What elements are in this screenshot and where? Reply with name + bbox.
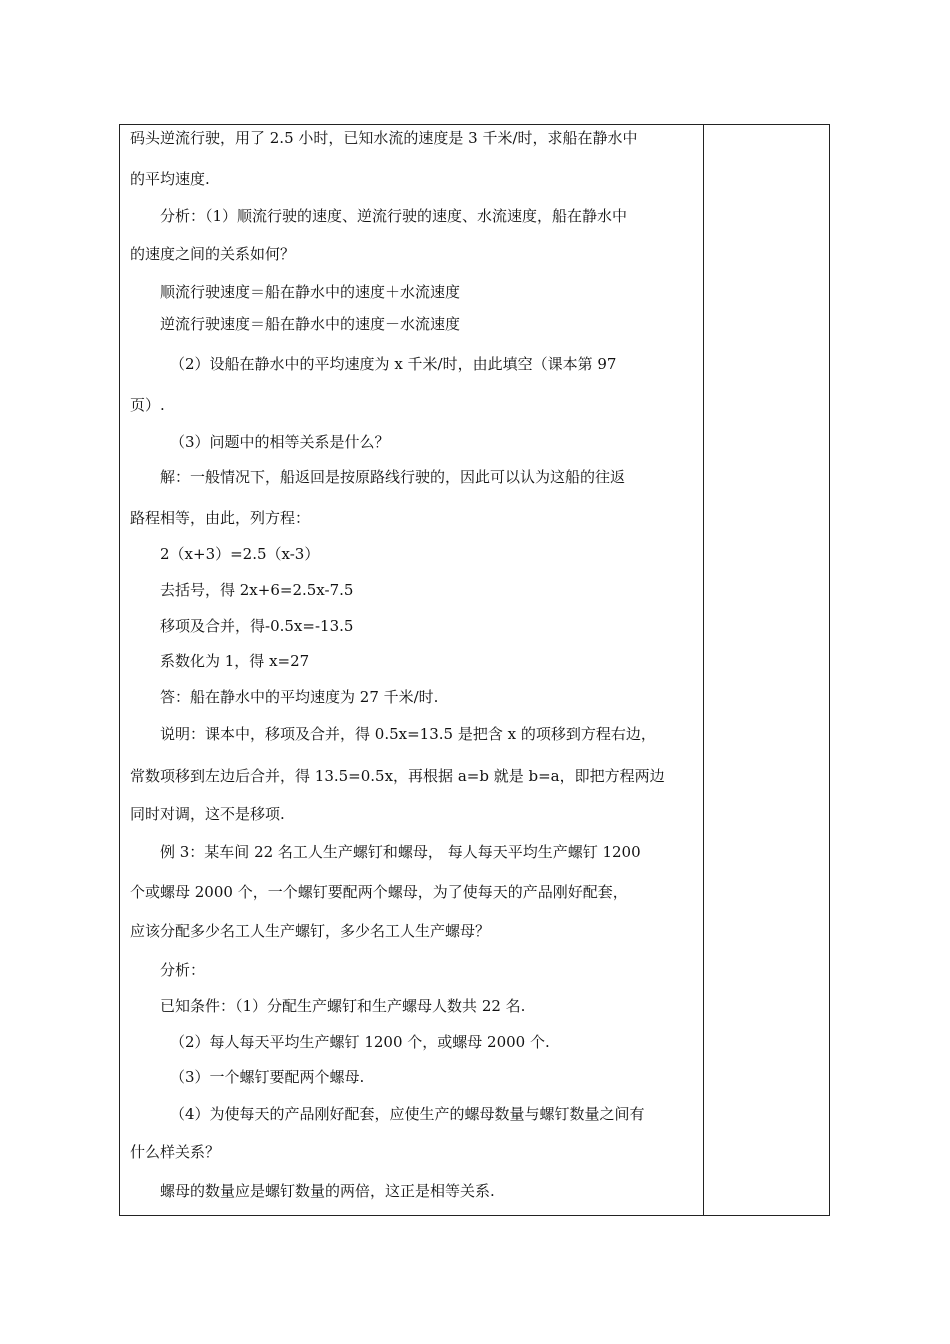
text-line: 同时对调，这不是移项.: [130, 805, 285, 823]
text-line: （2）设船在静水中的平均速度为 x 千米/时，由此填空（课本第 97: [170, 355, 617, 373]
text-line: 螺母的数量应是螺钉数量的两倍，这正是相等关系.: [160, 1182, 495, 1200]
text-line: 应该分配多少名工人生产螺钉，多少名工人生产螺母？: [130, 922, 491, 940]
text-line: 什么样关系？: [130, 1143, 221, 1161]
text-line: 逆流行驶速度＝船在静水中的速度－水流速度: [160, 315, 461, 333]
text-line: 解：一般情况下，船返回是按原路线行驶的，因此可以认为这船的往返: [160, 468, 626, 486]
text-line: 的速度之间的关系如何？: [130, 245, 296, 263]
text-line: 说明：课本中，移项及合并，得 0.5x=13.5 是把含 x 的项移到方程右边，: [160, 725, 656, 743]
text-line: 分析：（1）顺流行驶的速度、逆流行驶的速度、水流速度，船在静水中: [160, 207, 628, 225]
text-line: 路程相等，由此，列方程：: [130, 509, 311, 527]
text-line: 个或螺母 2000 个，一个螺钉要配两个螺母，为了使每天的产品刚好配套，: [130, 883, 628, 901]
text-line: （3）一个螺钉要配两个螺母.: [170, 1068, 365, 1086]
text-line: 已知条件：（1）分配生产螺钉和生产螺母人数共 22 名.: [160, 997, 526, 1015]
text-line: 去括号，得 2x+6=2.5x-7.5: [160, 581, 354, 599]
text-line: （3）问题中的相等关系是什么？: [170, 433, 390, 451]
text-line: 答：船在静水中的平均速度为 27 千米/时.: [160, 688, 439, 706]
text-line: 2（x+3）=2.5（x-3）: [160, 545, 320, 563]
text-line: 页）.: [130, 396, 165, 414]
text-line: 例 3：某车间 22 名工人生产螺钉和螺母， 每人每天平均生产螺钉 1200: [160, 843, 641, 861]
text-line: 顺流行驶速度＝船在静水中的速度＋水流速度: [160, 283, 461, 301]
table-column-divider: [703, 124, 704, 1216]
text-line: 常数项移到左边后合并，得 13.5=0.5x，再根据 a=b 就是 b=a，即把方程两边: [130, 767, 665, 785]
text-line: （2）每人每天平均生产螺钉 1200 个，或螺母 2000 个.: [170, 1033, 550, 1051]
text-line: 系数化为 1，得 x=27: [160, 652, 310, 670]
text-line: 分析：: [160, 961, 206, 979]
text-line: 的平均速度.: [130, 170, 210, 188]
text-line: 移项及合并，得-0.5x=-13.5: [160, 617, 354, 635]
text-line: （4）为使每天的产品刚好配套，应使生产的螺母数量与螺钉数量之间有: [170, 1105, 645, 1123]
text-line: 码头逆流行驶，用了 2.5 小时，已知水流的速度是 3 千米/时，求船在静水中: [130, 129, 638, 147]
